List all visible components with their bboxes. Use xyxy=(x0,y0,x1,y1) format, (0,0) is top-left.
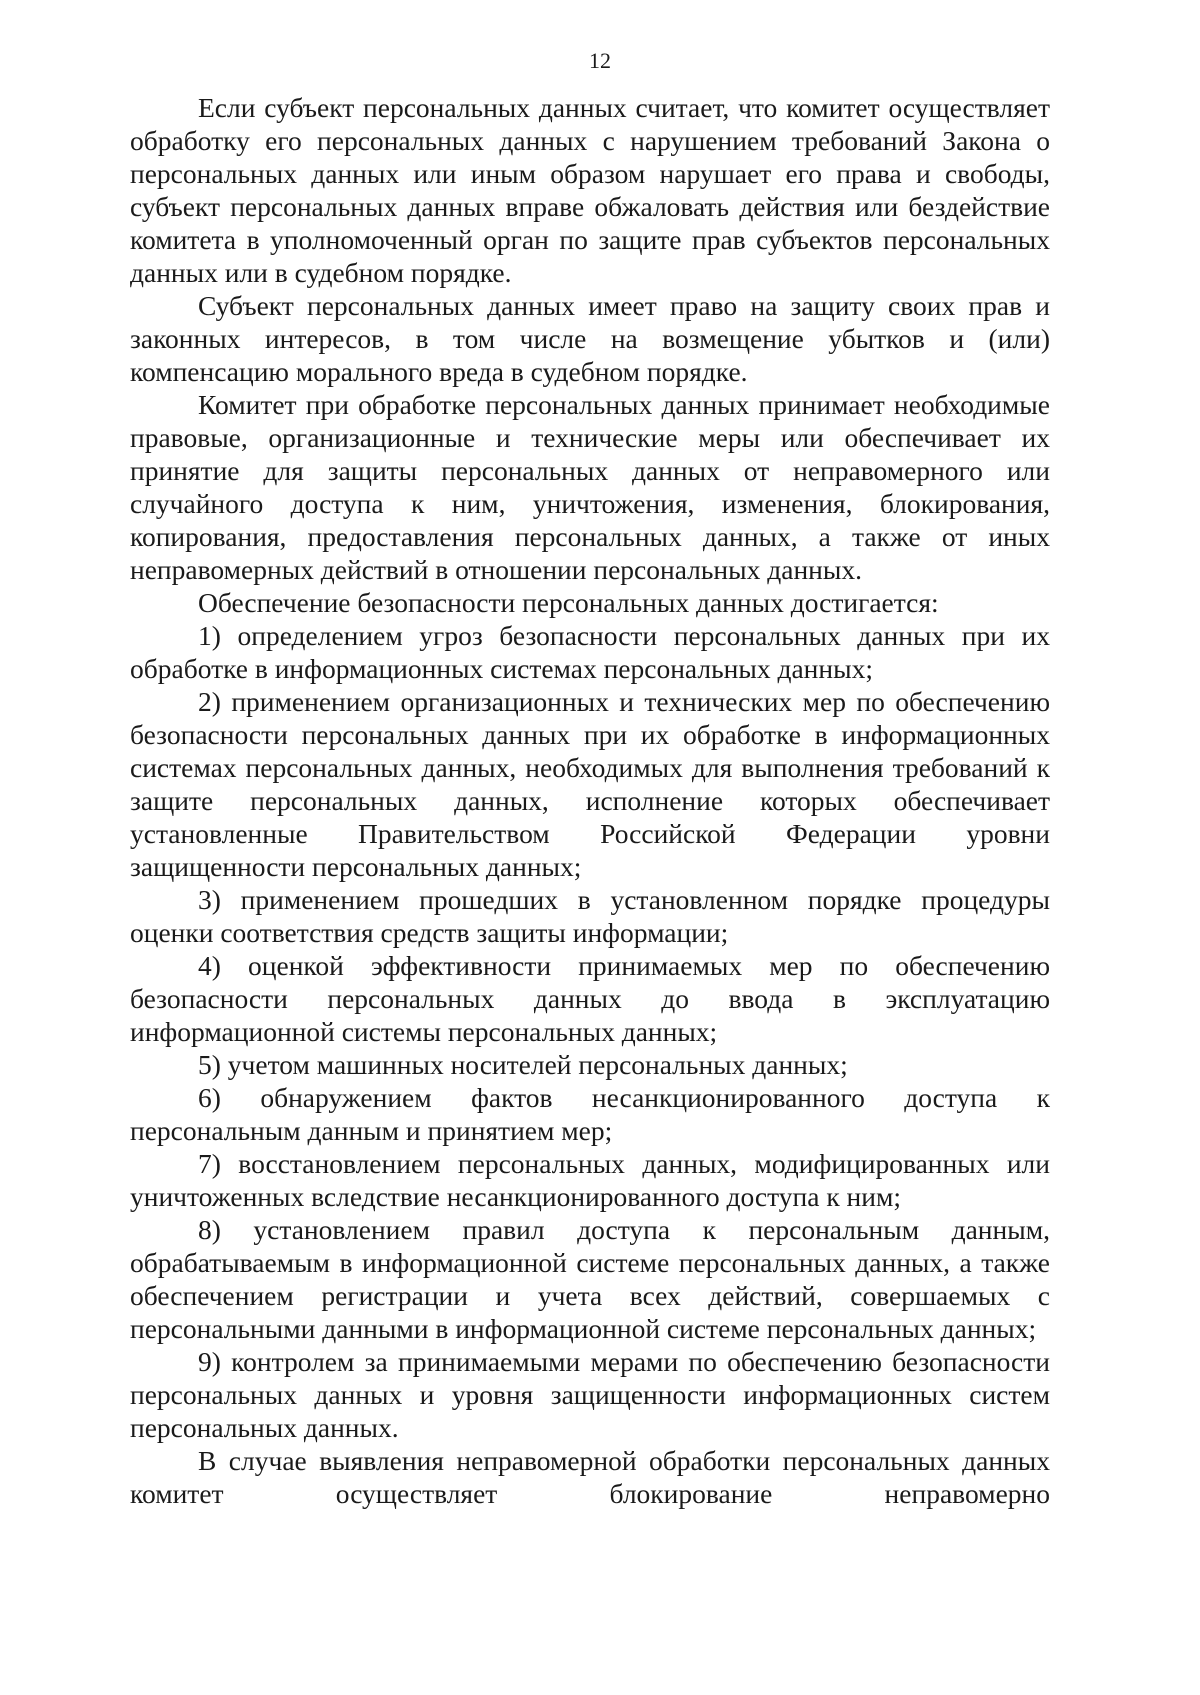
list-item: 5) учетом машинных носителей персональных данных; xyxy=(198,1049,848,1080)
paragraph: Обеспечение безопасности персональных данных достигается: xyxy=(198,587,939,618)
paragraph: Субъект персональных данных имеет право на защиту своих прав и законных интересов, в том числе на возмещение убытков и (или) компенсацию морального вреда в судебном порядке. xyxy=(130,290,1050,387)
paragraph: Комитет при обработке персональных данных принимает необходимые правовые, организационные и технические меры или обеспечивает их принятие для защиты персональных данных от неправомерного или случайного доступа к ним, уничтожения, изменения, блокирования, копирования, предоставления персональных данных, а также от иных неправомерных действий в отношении персональных данных. xyxy=(130,389,1050,585)
document-body xyxy=(130,91,1050,1510)
list-item: 3) применением прошедших в установленном порядке процедуры оценки соответствия средств защиты информации; xyxy=(130,884,1050,948)
list-item: 2) применением организационных и технических мер по обеспечению безопасности персональных данных при их обработке в информационных системах персональных данных, необходимых для выполнения требований к защите персональных данных, исполнение которых обеспечивает установленные Правительством Российской Федерации уровни защищенности персональных данных; xyxy=(130,686,1050,882)
paragraph: В случае выявления неправомерной обработки персональных данных комитет осуществляет блокирование неправомерно xyxy=(130,1445,1050,1509)
paragraph: Если субъект персональных данных считает, что комитет осуществляет обработку его персональных данных с нарушением требований Закона о персональных данных или иным образом нарушает его права и свободы, субъект персональных данных вправе обжаловать действия или бездействие комитета в уполномоченный орган по защите прав субъектов персональных данных или в судебном порядке. xyxy=(130,92,1050,288)
list-item: 1) определением угроз безопасности персональных данных при их обработке в информационных системах персональных данных; xyxy=(130,620,1050,684)
page-number: 12 xyxy=(589,48,611,73)
list-item: 6) обнаружением фактов несанкционированного доступа к персональным данным и принятием мер; xyxy=(130,1082,1050,1146)
list-item: 7) восстановлением персональных данных, модифицированных или уничтоженных вследствие несанкционированного доступа к ним; xyxy=(130,1148,1050,1212)
list-item: 4) оценкой эффективности принимаемых мер по обеспечению безопасности персональных данных до ввода в эксплуатацию информационной системы персональных данных; xyxy=(130,950,1050,1047)
list-item: 8) установлением правил доступа к персональным данным, обрабатываемым в информационной системе персональных данных, а также обеспечением регистрации и учета всех действий, совершаемых с персональными данными в информационной системе персональных данных; xyxy=(130,1214,1050,1344)
list-item: 9) контролем за принимаемыми мерами по обеспечению безопасности персональных данных и уровня защищенности информационных систем персональных данных. xyxy=(130,1346,1050,1443)
